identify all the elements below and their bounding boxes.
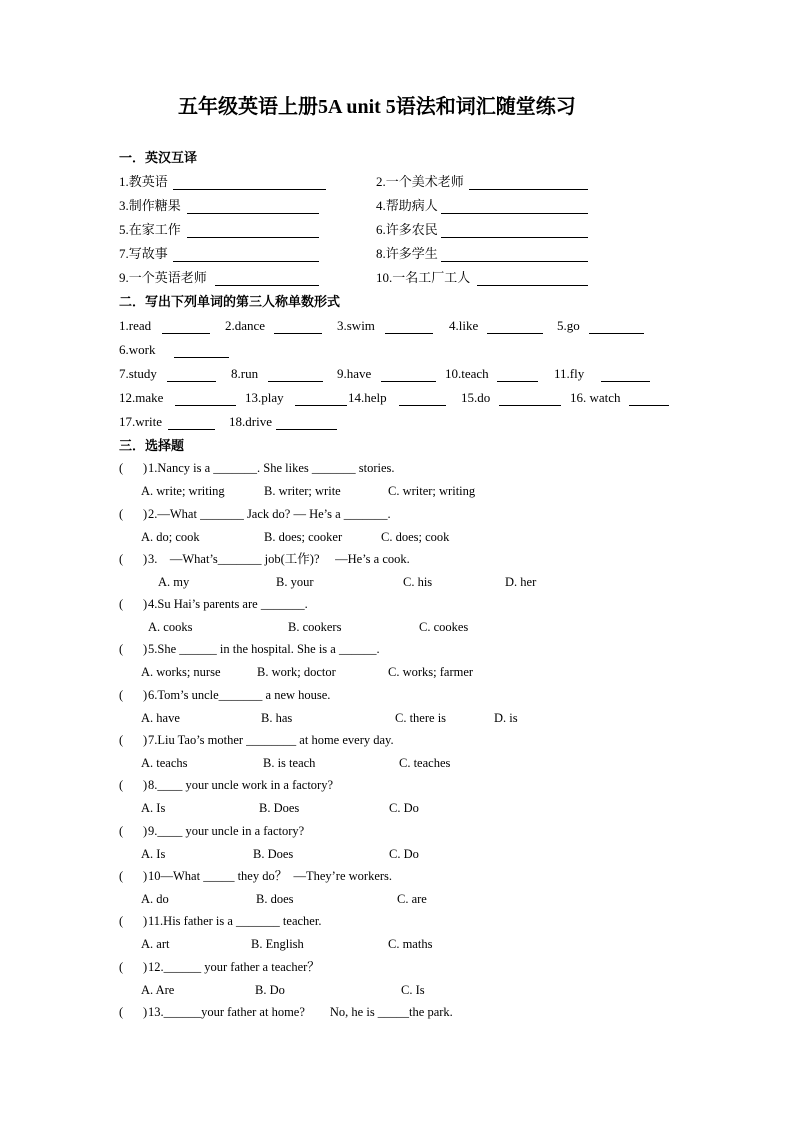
question-text: 5.She ______ in the hospital. She is a ______. bbox=[148, 642, 380, 656]
verb-item: 12.make bbox=[119, 390, 164, 405]
answer-option[interactable]: A. cooks bbox=[148, 620, 193, 634]
answer-blank[interactable] bbox=[601, 381, 650, 382]
question-text: 3. —What’s_______ job(工作)? —He’s a cook. bbox=[148, 552, 410, 566]
answer-blank[interactable] bbox=[276, 429, 337, 430]
answer-paren-close: ) bbox=[143, 960, 148, 974]
answer-blank[interactable] bbox=[162, 333, 210, 334]
answer-paren-close: ) bbox=[143, 824, 148, 838]
answer-option[interactable]: C. Is bbox=[401, 983, 425, 997]
verb-item: 9.have bbox=[337, 366, 372, 381]
answer-paren-close: ) bbox=[143, 552, 148, 566]
answer-blank[interactable] bbox=[167, 381, 216, 382]
verb-item: 11.fly bbox=[554, 366, 585, 381]
verb-item: 3.swim bbox=[337, 318, 375, 333]
answer-option[interactable]: B. Does bbox=[259, 801, 300, 815]
answer-option[interactable]: A. write; writing bbox=[141, 484, 225, 498]
answer-paren-open: ( bbox=[119, 461, 124, 475]
answer-option[interactable]: C. cookes bbox=[419, 620, 469, 634]
answer-blank[interactable] bbox=[385, 333, 433, 334]
section-1-heading: 一．英汉互译 bbox=[119, 150, 198, 165]
question-text: 12.______ your father a teacher？ bbox=[148, 960, 320, 974]
answer-paren-open: ( bbox=[119, 642, 124, 656]
answer-blank[interactable] bbox=[268, 381, 323, 382]
verb-item: 4.like bbox=[449, 318, 479, 333]
answer-option[interactable]: B. writer; write bbox=[264, 484, 341, 498]
answer-paren-open: ( bbox=[119, 960, 124, 974]
answer-option[interactable]: C. Do bbox=[389, 847, 419, 861]
translate-item: 10.一名工厂工人 bbox=[376, 270, 471, 285]
answer-option[interactable]: A. do; cook bbox=[141, 530, 200, 544]
answer-blank[interactable] bbox=[441, 213, 588, 214]
question-text: 9.____ your uncle in a factory? bbox=[148, 824, 305, 838]
answer-option[interactable]: C. teaches bbox=[399, 756, 451, 770]
answer-paren-close: ) bbox=[143, 507, 148, 521]
verb-item: 8.run bbox=[231, 366, 259, 381]
answer-option[interactable]: B. is teach bbox=[263, 756, 316, 770]
answer-blank[interactable] bbox=[174, 357, 229, 358]
question-text: 11.His father is a _______ teacher. bbox=[148, 914, 322, 928]
answer-blank[interactable] bbox=[399, 405, 446, 406]
answer-option[interactable]: C. Do bbox=[389, 801, 419, 815]
answer-paren-close: ) bbox=[143, 778, 148, 792]
answer-blank[interactable] bbox=[295, 405, 347, 406]
answer-blank[interactable] bbox=[441, 237, 588, 238]
answer-paren-open: ( bbox=[119, 869, 124, 883]
question-text: 1.Nancy is a _______. She likes _______ stories. bbox=[148, 461, 395, 475]
answer-paren-open: ( bbox=[119, 778, 124, 792]
answer-paren-open: ( bbox=[119, 597, 124, 611]
answer-paren-close: ) bbox=[143, 688, 148, 702]
answer-paren-close: ) bbox=[143, 733, 148, 747]
verb-item: 2.dance bbox=[225, 318, 266, 333]
answer-blank[interactable] bbox=[477, 285, 588, 286]
answer-blank[interactable] bbox=[499, 405, 561, 406]
answer-option[interactable]: B. does bbox=[256, 892, 294, 906]
verb-item: 1.read bbox=[119, 318, 152, 333]
answer-blank[interactable] bbox=[469, 189, 588, 190]
answer-option[interactable]: D. is bbox=[494, 711, 518, 725]
translate-item: 3.制作糖果 bbox=[119, 198, 181, 213]
answer-paren-open: ( bbox=[119, 1005, 124, 1019]
answer-option[interactable]: A. Are bbox=[141, 983, 175, 997]
answer-option[interactable]: B. English bbox=[251, 937, 304, 951]
answer-blank[interactable] bbox=[589, 333, 644, 334]
answer-option[interactable]: C. his bbox=[403, 575, 433, 589]
answer-option[interactable]: B. your bbox=[276, 575, 314, 589]
question-text: 13.______your father at home? No, he is _____the park. bbox=[148, 1005, 453, 1019]
verb-item: 6.work bbox=[119, 342, 156, 357]
answer-option[interactable]: B. Do bbox=[255, 983, 285, 997]
verb-item: 10.teach bbox=[445, 366, 489, 381]
answer-option[interactable]: B. cookers bbox=[288, 620, 342, 634]
answer-option[interactable]: B. work; doctor bbox=[257, 665, 336, 679]
answer-blank[interactable] bbox=[487, 333, 543, 334]
answer-paren-close: ) bbox=[143, 914, 148, 928]
answer-paren-open: ( bbox=[119, 507, 124, 521]
verb-item: 16. watch bbox=[570, 390, 621, 405]
question-text: 8.____ your uncle work in a factory? bbox=[148, 778, 334, 792]
answer-blank[interactable] bbox=[215, 285, 319, 286]
answer-blank[interactable] bbox=[168, 429, 215, 430]
answer-blank[interactable] bbox=[173, 189, 326, 190]
verb-item: 14.help bbox=[348, 390, 387, 405]
question-text: 7.Liu Tao’s mother ________ at home every day. bbox=[148, 733, 394, 747]
answer-option[interactable]: D. her bbox=[505, 575, 537, 589]
answer-paren-close: ) bbox=[143, 597, 148, 611]
verb-item: 13.play bbox=[245, 390, 284, 405]
answer-paren-open: ( bbox=[119, 688, 124, 702]
answer-blank[interactable] bbox=[497, 381, 538, 382]
answer-option[interactable]: A. Is bbox=[141, 847, 166, 861]
answer-paren-close: ) bbox=[143, 461, 148, 475]
translate-item: 2.一个美术老师 bbox=[376, 174, 464, 189]
verb-item: 15.do bbox=[461, 390, 491, 405]
answer-option[interactable]: B. does; cooker bbox=[264, 530, 343, 544]
verb-item: 18.drive bbox=[229, 414, 272, 429]
answer-paren-open: ( bbox=[119, 824, 124, 838]
verb-item: 17.write bbox=[119, 414, 162, 429]
answer-option[interactable]: A. my bbox=[158, 575, 190, 589]
answer-option[interactable]: A. Is bbox=[141, 801, 166, 815]
question-text: 6.Tom’s uncle_______ a new house. bbox=[148, 688, 331, 702]
answer-blank[interactable] bbox=[173, 261, 319, 262]
answer-paren-close: ) bbox=[143, 642, 148, 656]
answer-paren-close: ) bbox=[143, 1005, 148, 1019]
question-text: 4.Su Hai’s parents are _______. bbox=[148, 597, 308, 611]
answer-option[interactable]: A. teachs bbox=[141, 756, 188, 770]
translate-item: 5.在家工作 bbox=[119, 222, 181, 237]
answer-option[interactable]: C. does; cook bbox=[381, 530, 450, 544]
answer-blank[interactable] bbox=[175, 405, 236, 406]
answer-option[interactable]: C. maths bbox=[388, 937, 433, 951]
answer-option[interactable]: A. do bbox=[141, 892, 169, 906]
answer-option[interactable]: C. writer; writing bbox=[388, 484, 476, 498]
section-2-heading: 二．写出下列单词的第三人称单数形式 bbox=[119, 294, 341, 309]
answer-option[interactable]: B. has bbox=[261, 711, 293, 725]
page-title: 五年级英语上册5A unit 5语法和词汇随堂练习 bbox=[178, 96, 576, 118]
answer-option[interactable]: B. Does bbox=[253, 847, 294, 861]
answer-blank[interactable] bbox=[381, 381, 436, 382]
translate-item: 9.一个英语老师 bbox=[119, 270, 207, 285]
answer-blank[interactable] bbox=[441, 261, 588, 262]
answer-option[interactable]: A. art bbox=[141, 937, 170, 951]
answer-blank[interactable] bbox=[629, 405, 669, 406]
answer-option[interactable]: C. works; farmer bbox=[388, 665, 474, 679]
answer-blank[interactable] bbox=[187, 237, 319, 238]
translate-item: 4.帮助病人 bbox=[376, 198, 438, 213]
section-3-heading: 三．选择题 bbox=[119, 438, 185, 453]
answer-option[interactable]: C. there is bbox=[395, 711, 447, 725]
answer-paren-open: ( bbox=[119, 733, 124, 747]
answer-option[interactable]: C. are bbox=[397, 892, 427, 906]
answer-option[interactable]: A. have bbox=[141, 711, 180, 725]
answer-paren-open: ( bbox=[119, 914, 124, 928]
question-text: 2.—What _______ Jack do? — He’s a _______. bbox=[148, 507, 391, 521]
answer-blank[interactable] bbox=[187, 213, 319, 214]
answer-option[interactable]: A. works; nurse bbox=[141, 665, 221, 679]
translate-item: 1.教英语 bbox=[119, 174, 168, 189]
verb-item: 5.go bbox=[557, 318, 580, 333]
question-text: 10—What _____ they do？ —They’re workers. bbox=[148, 869, 393, 883]
translate-item: 7.写故事 bbox=[119, 246, 168, 261]
translate-item: 8.许多学生 bbox=[376, 246, 438, 261]
answer-paren-open: ( bbox=[119, 552, 124, 566]
verb-item: 7.study bbox=[119, 366, 157, 381]
answer-paren-close: ) bbox=[143, 869, 148, 883]
answer-blank[interactable] bbox=[274, 333, 322, 334]
translate-item: 6.许多农民 bbox=[376, 222, 438, 237]
